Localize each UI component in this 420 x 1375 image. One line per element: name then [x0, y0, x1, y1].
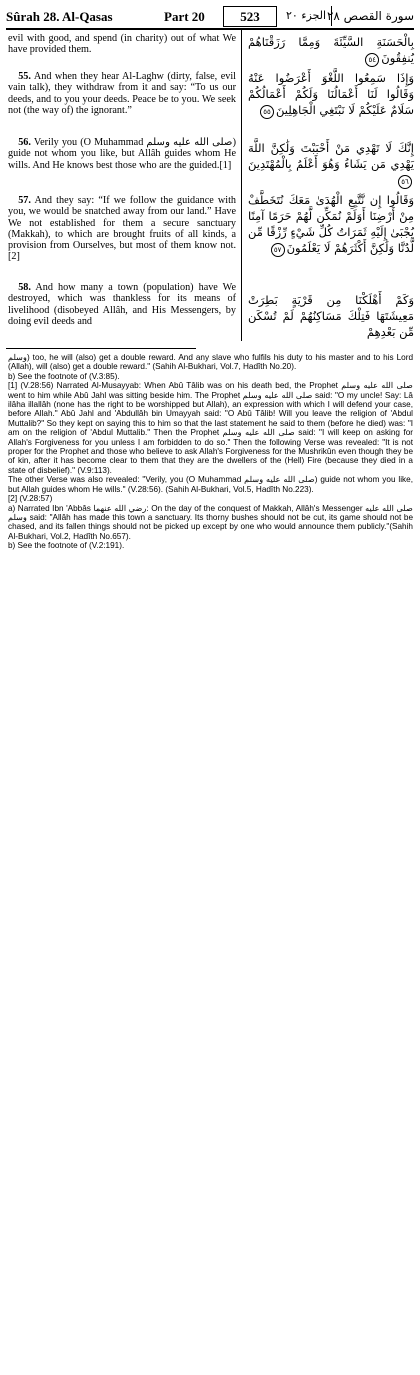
- footnote-paragraph: وسلم) too, he will (also) get a double reward. And any slave who fulfils his duty to his master and to his Lord (Allah), will (also) get a double reward." (Sahih Al-Bukhari, Vol.7, Hadîth No.20).: [8, 353, 413, 372]
- part-label: Part 20: [164, 9, 205, 24]
- verse-text: And they say: “If we follow the guidance with you, we would be snatched away from our land.” Have We not established for them a secure sanctuary (Makkah), to which are brought fruits of all kinds, a provision from Ourselves, but most of them know not.[2]: [8, 195, 237, 263]
- arabic-verse-55: [248, 70, 414, 119]
- arabic-surah-title: سورة القصص ٢٨: [326, 9, 414, 23]
- ayah-marker: ٥٤: [365, 53, 379, 67]
- footnote-paragraph: b) See the footnote of (V.2:191).: [8, 541, 125, 551]
- verse-58: [8, 282, 236, 327]
- verse-text: And how many a town (population) have We destroyed, which was thankless for its means of livelihood (disobeyed Allâh, and His Messengers, by doing evil deeds and: [8, 282, 236, 327]
- arabic-verse-56: [248, 140, 414, 189]
- arabic-text: وَقَالُوا إِن نَّتَّبِعِ الْهُدَىٰ مَعَكَ نُتَخَطَّفْ مِنْ أَرْضِنَا أَوَلَمْ نُمَكِّن لَّهُمْ حَرَمًا آمِنًا يُجْبَىٰ إِلَيْهِ ثَمَرَاتُ كُلِّ شَيْءٍ رِّزْقًا مِّن لَّدُنَّا وَلَٰكِنَّ أَكْثَرَهُمْ لَا يَعْلَمُونَ: [248, 193, 414, 255]
- arabic-text: بِالْحَسَنَةِ السَّيِّئَةَ وَمِمَّا رَزَقْنَاهُمْ يُنفِقُونَ: [248, 35, 414, 65]
- page-number: 523: [223, 6, 277, 27]
- page-header: [6, 6, 414, 28]
- verse-text: And when they hear Al-Laghw (dirty, false, evil vain talk), they withdraw from it and say: “To us our deeds, and to you your deeds. Peace be to you. We seek not (the way of) the ignorant.”: [8, 71, 237, 116]
- verse-number: 58.: [18, 282, 31, 293]
- verse-number: 56.: [18, 137, 31, 148]
- verse-number: 57.: [18, 195, 31, 206]
- footnotes: [8, 353, 413, 551]
- footnote-paragraph: b) See the footnote of (V.3:85).: [8, 371, 120, 381]
- verse-55: [8, 71, 236, 116]
- arabic-verse-57: [248, 192, 414, 257]
- verse-57: [8, 195, 236, 263]
- verse-56: [8, 137, 236, 171]
- surah-title: Sûrah 28. Al-Qasas: [6, 9, 113, 24]
- column-divider: [241, 28, 242, 341]
- footnote-2: [2] (V.28:57): [8, 494, 53, 504]
- verse-text: Verily you (O Muhammad صلى الله عليه وسلم) guide not whom you like, but Allâh guides whom He wills. And He knows best those who are the guided.[1]: [8, 137, 236, 171]
- header-rule: [6, 28, 414, 30]
- arabic-verse-54: [248, 34, 414, 67]
- arabic-verse-58: [248, 292, 414, 340]
- verse-number: 55.: [18, 71, 31, 82]
- verse-continuation: [8, 33, 236, 56]
- arabic-text: إِنَّكَ لَا تَهْدِي مَنْ أَحْبَبْتَ وَلَٰكِنَّ اللَّهَ يَهْدِي مَن يَشَاءُ وَهُوَ أَعْلَمُ بِالْمُهْتَدِينَ: [248, 141, 414, 171]
- ayah-marker: ٥٦: [398, 175, 412, 189]
- footnote-paragraph: The other Verse was also revealed: "Verily, you (O Muhammad صلى الله عليه وسلم) guide not whom you like, but Allah guides whom He wills." (V.28:56). (Sahih Al-Bukhari, Vol.5, Hadîth No.223).: [8, 475, 413, 494]
- arabic-text: وَكَمْ أَهْلَكْنَا مِن قَرْيَةٍ بَطِرَتْ مَعِيشَتَهَا فَتِلْكَ مَسَاكِنُهُمْ لَمْ تُسْكَن مِّن بَعْدِهِمْ: [248, 293, 414, 339]
- verse-text: evil with good, and spend (in charity) out of what We have provided them.: [8, 33, 236, 56]
- ayah-marker: ٥٧: [271, 243, 285, 257]
- footnote-paragraph: a) Narrated Ibn 'Abbâs رضي الله عنهما: On the day of the conquest of Makkah, Allâh's Messenger صلى الله عليه وسلم said: "Allâh has made this town a sanctuary. Its thorny bushes should not be cut, its game should not be chased, and its fallen things should not be picked up except by one who would announce them publicly."(Sahih Al-Bukhari, Vol.2, Hadîth No.657).: [8, 503, 413, 541]
- arabic-juz-label: الجزء ٢٠: [286, 9, 327, 22]
- arabic-text: وَإِذَا سَمِعُوا اللَّغْوَ أَعْرَضُوا عَنْهُ وَقَالُوا لَنَا أَعْمَالُنَا وَلَكُمْ أَعْمَالُكُمْ سَلَامٌ عَلَيْكُمْ لَا نَبْتَغِي الْجَاهِلِينَ: [248, 71, 414, 117]
- footnote-rule: [6, 348, 196, 349]
- ayah-marker: ٥٥: [260, 105, 274, 119]
- footnote-1: [1] (V.28:56) Narrated Al-Musayyab: When Abû Tâlib was on his death bed, the Prophet صلى الله عليه وسلم went to him while Abû Jahl was sitting beside him. The Prophet صلى الله عليه وسلم said: "O my uncle! Say: Lâ ilâha illallâh (none has the right to be worshipped but Allah), an expression with which I will defend your case, before Allah." Abû Jahl and 'Abdullâh bin Umayyah said: "O Abû Tâlib! Will you leave the religion of 'Abdul Muttalib?" So they kept on saying this to him so that the last statement he said to them (before he died) was: "I am on the religion of 'Abdul Muttalib." Then the Prophet صلى الله عليه وسلم said: "I will keep on asking for Allah's Forgiveness for you unless I am forbidden to do so." Then the following Verse was revealed: "It is not proper for the Prophet and those who believe to ask Allah's Forgiveness for the Mushrikûn even though they be of kin, after it has become clear to them that they are the dwellers of the (Hell) Fire (because they died in a state of disbelief)." (V.9:113).: [8, 381, 413, 475]
